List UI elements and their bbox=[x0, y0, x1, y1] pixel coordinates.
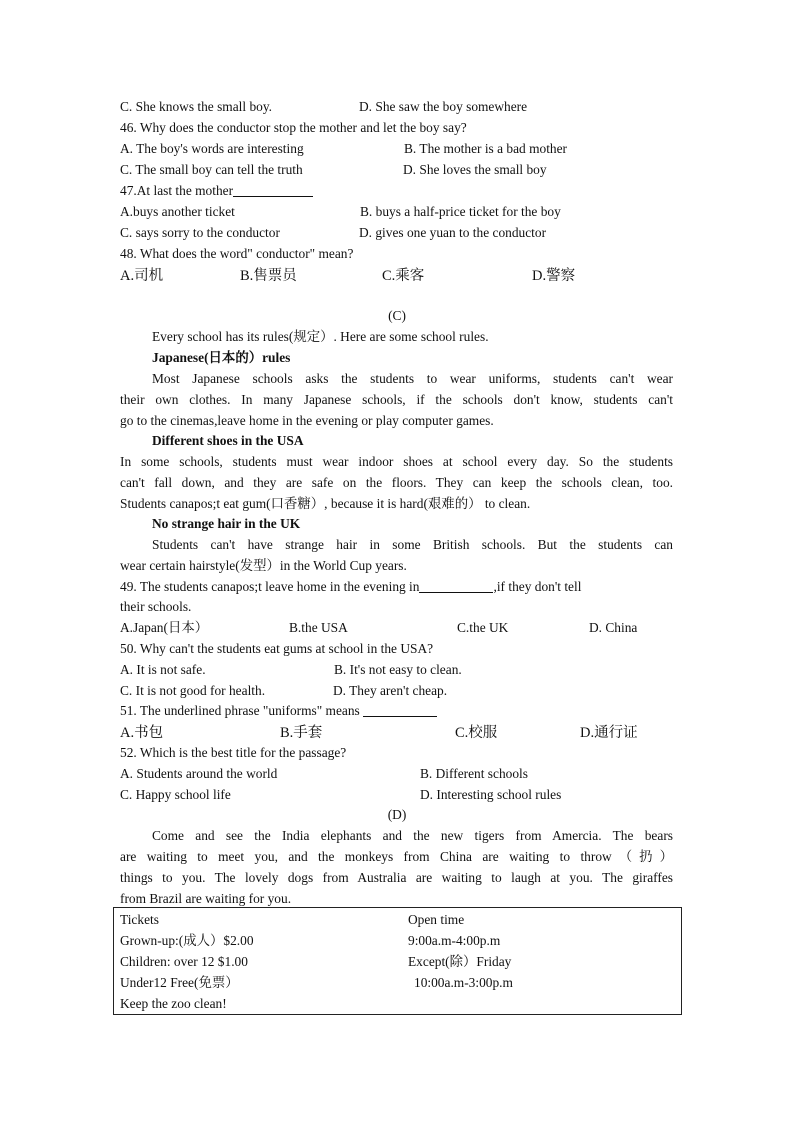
q49-answer-blank[interactable] bbox=[419, 578, 493, 593]
section-c-uk-line-2: wear certain hairstyle(发型）in the World Cup years. bbox=[120, 558, 407, 573]
q50-option-c: C. It is not good for health. bbox=[120, 683, 266, 698]
section-d-line-4: from Brazil are waiting for you. bbox=[120, 891, 292, 906]
section-c-usa-line-1: In some schools, students must wear indoor shoes at school every day. So the students bbox=[120, 454, 673, 469]
q47-option-d: D. gives one yuan to the conductor bbox=[359, 225, 547, 240]
zoo-tickets-heading: Tickets bbox=[120, 912, 159, 927]
q50-question: 50. Why can't the students eat gums at school in the USA? bbox=[120, 641, 434, 656]
q49-question-line-2: their schools. bbox=[120, 599, 192, 614]
q47-question bbox=[120, 180, 673, 201]
zoo-hours: 9:00a.m-4:00p.m bbox=[408, 933, 501, 948]
q49-option-b: B.the USA bbox=[289, 620, 348, 635]
q49-question-tail: ,if they don't tell bbox=[493, 579, 582, 594]
q50-option-b: B. It's not easy to clean. bbox=[334, 662, 462, 677]
section-c-uk-line-1: Students can't have strange hair in some British schools. But the students can bbox=[152, 537, 673, 552]
zoo-info-box bbox=[113, 907, 682, 1015]
q47-option-a: A.buys another ticket bbox=[120, 204, 235, 219]
q48-option-c: C.乘客 bbox=[382, 268, 425, 284]
section-d-label: (D) bbox=[387, 807, 407, 822]
section-d-line-3: things to you. The lovely dogs from Australia are waiting to laugh at you. The giraffes bbox=[120, 870, 673, 885]
section-d-line-1: Come and see the India elephants and the new tigers from Amercia. The bears bbox=[152, 828, 673, 843]
q52-option-d: D. Interesting school rules bbox=[420, 787, 562, 802]
q49-question bbox=[120, 576, 673, 597]
zoo-grownup-price: Grown-up:(成人）$2.00 bbox=[120, 933, 254, 948]
section-c-usa-line-3: Students canapos;t eat gum(口香糖）, because it is hard(艰难的） to clean. bbox=[120, 496, 531, 511]
zoo-under12-price: Under12 Free(免票） bbox=[120, 975, 239, 990]
zoo-keep-clean: Keep the zoo clean! bbox=[120, 996, 227, 1011]
q46-option-c: C. The small boy can tell the truth bbox=[120, 162, 303, 177]
q51-option-c: C.校服 bbox=[455, 725, 498, 741]
q51-answer-blank[interactable] bbox=[363, 702, 437, 717]
q51-question bbox=[120, 700, 673, 721]
q52-option-c: C. Happy school life bbox=[120, 787, 231, 802]
section-c-heading-uk: No strange hair in the UK bbox=[152, 516, 301, 531]
section-c-intro: Every school has its rules(规定）. Here are some school rules. bbox=[152, 329, 489, 344]
q47-answer-blank[interactable] bbox=[233, 182, 313, 197]
q46-option-d: D. She loves the small boy bbox=[403, 162, 547, 177]
q46-question: 46. Why does the conductor stop the mother and let the boy say? bbox=[120, 120, 467, 135]
q45-option-c: C. She knows the small boy. bbox=[120, 99, 273, 114]
section-d-line-2: are waiting to meet you, and the monkeys from China are waiting to throw（扔） bbox=[120, 849, 673, 864]
zoo-except: Except(除）Friday bbox=[408, 954, 512, 969]
zoo-children-price: Children: over 12 $1.00 bbox=[120, 954, 248, 969]
q48-option-d: D.警察 bbox=[532, 268, 576, 284]
zoo-friday-hours: 10:00a.m-3:00p.m bbox=[414, 975, 513, 990]
section-c-label: (C) bbox=[388, 308, 406, 323]
q50-option-a: A. It is not safe. bbox=[120, 662, 206, 677]
q52-option-b: B. Different schools bbox=[420, 766, 528, 781]
q46-option-a: A. The boy's words are interesting bbox=[120, 141, 304, 156]
q51-option-a: A.书包 bbox=[120, 725, 164, 741]
q51-question-text: 51. The underlined phrase "uniforms" means bbox=[120, 703, 360, 718]
section-c-heading-japan: Japanese(日本的）rules bbox=[152, 350, 291, 365]
section-c-usa-line-2: can't fall down, and they are safe on the floors. They can keep the schools clean, too. bbox=[120, 475, 673, 490]
q48-question: 48. What does the word" conductor" mean? bbox=[120, 246, 354, 261]
q47-option-c: C. says sorry to the conductor bbox=[120, 225, 280, 240]
q52-option-a: A. Students around the world bbox=[120, 766, 278, 781]
q45-option-d: D. She saw the boy somewhere bbox=[359, 99, 528, 114]
q47-question-text: 47.At last the mother bbox=[120, 183, 234, 198]
q46-option-b: B. The mother is a bad mother bbox=[404, 141, 568, 156]
section-c-heading-usa: Different shoes in the USA bbox=[152, 433, 304, 448]
q50-option-d: D. They aren't cheap. bbox=[333, 683, 448, 698]
q52-question: 52. Which is the best title for the passage? bbox=[120, 745, 347, 760]
section-c-japan-line-3: go to the cinemas,leave home in the evening or play computer games. bbox=[120, 413, 494, 428]
section-c-japan-line-2: their own clothes. In many Japanese schools, if the schools don't know, students can't bbox=[120, 392, 673, 407]
q49-option-c: C.the UK bbox=[457, 620, 509, 635]
zoo-open-time-heading: Open time bbox=[408, 912, 465, 927]
q49-option-d: D. China bbox=[589, 620, 638, 635]
section-c-japan-line-1: Most Japanese schools asks the students to wear uniforms, students can't wear bbox=[152, 371, 673, 386]
q49-question-text: 49. The students canapos;t leave home in the evening in bbox=[120, 579, 420, 594]
q48-option-a: A.司机 bbox=[120, 268, 164, 284]
q47-option-b: B. buys a half-price ticket for the boy bbox=[360, 204, 561, 219]
q49-option-a: A.Japan(日本） bbox=[120, 620, 209, 635]
q51-option-b: B.手套 bbox=[280, 725, 323, 741]
q48-option-b: B.售票员 bbox=[240, 268, 297, 284]
q51-option-d: D.通行证 bbox=[580, 725, 638, 741]
